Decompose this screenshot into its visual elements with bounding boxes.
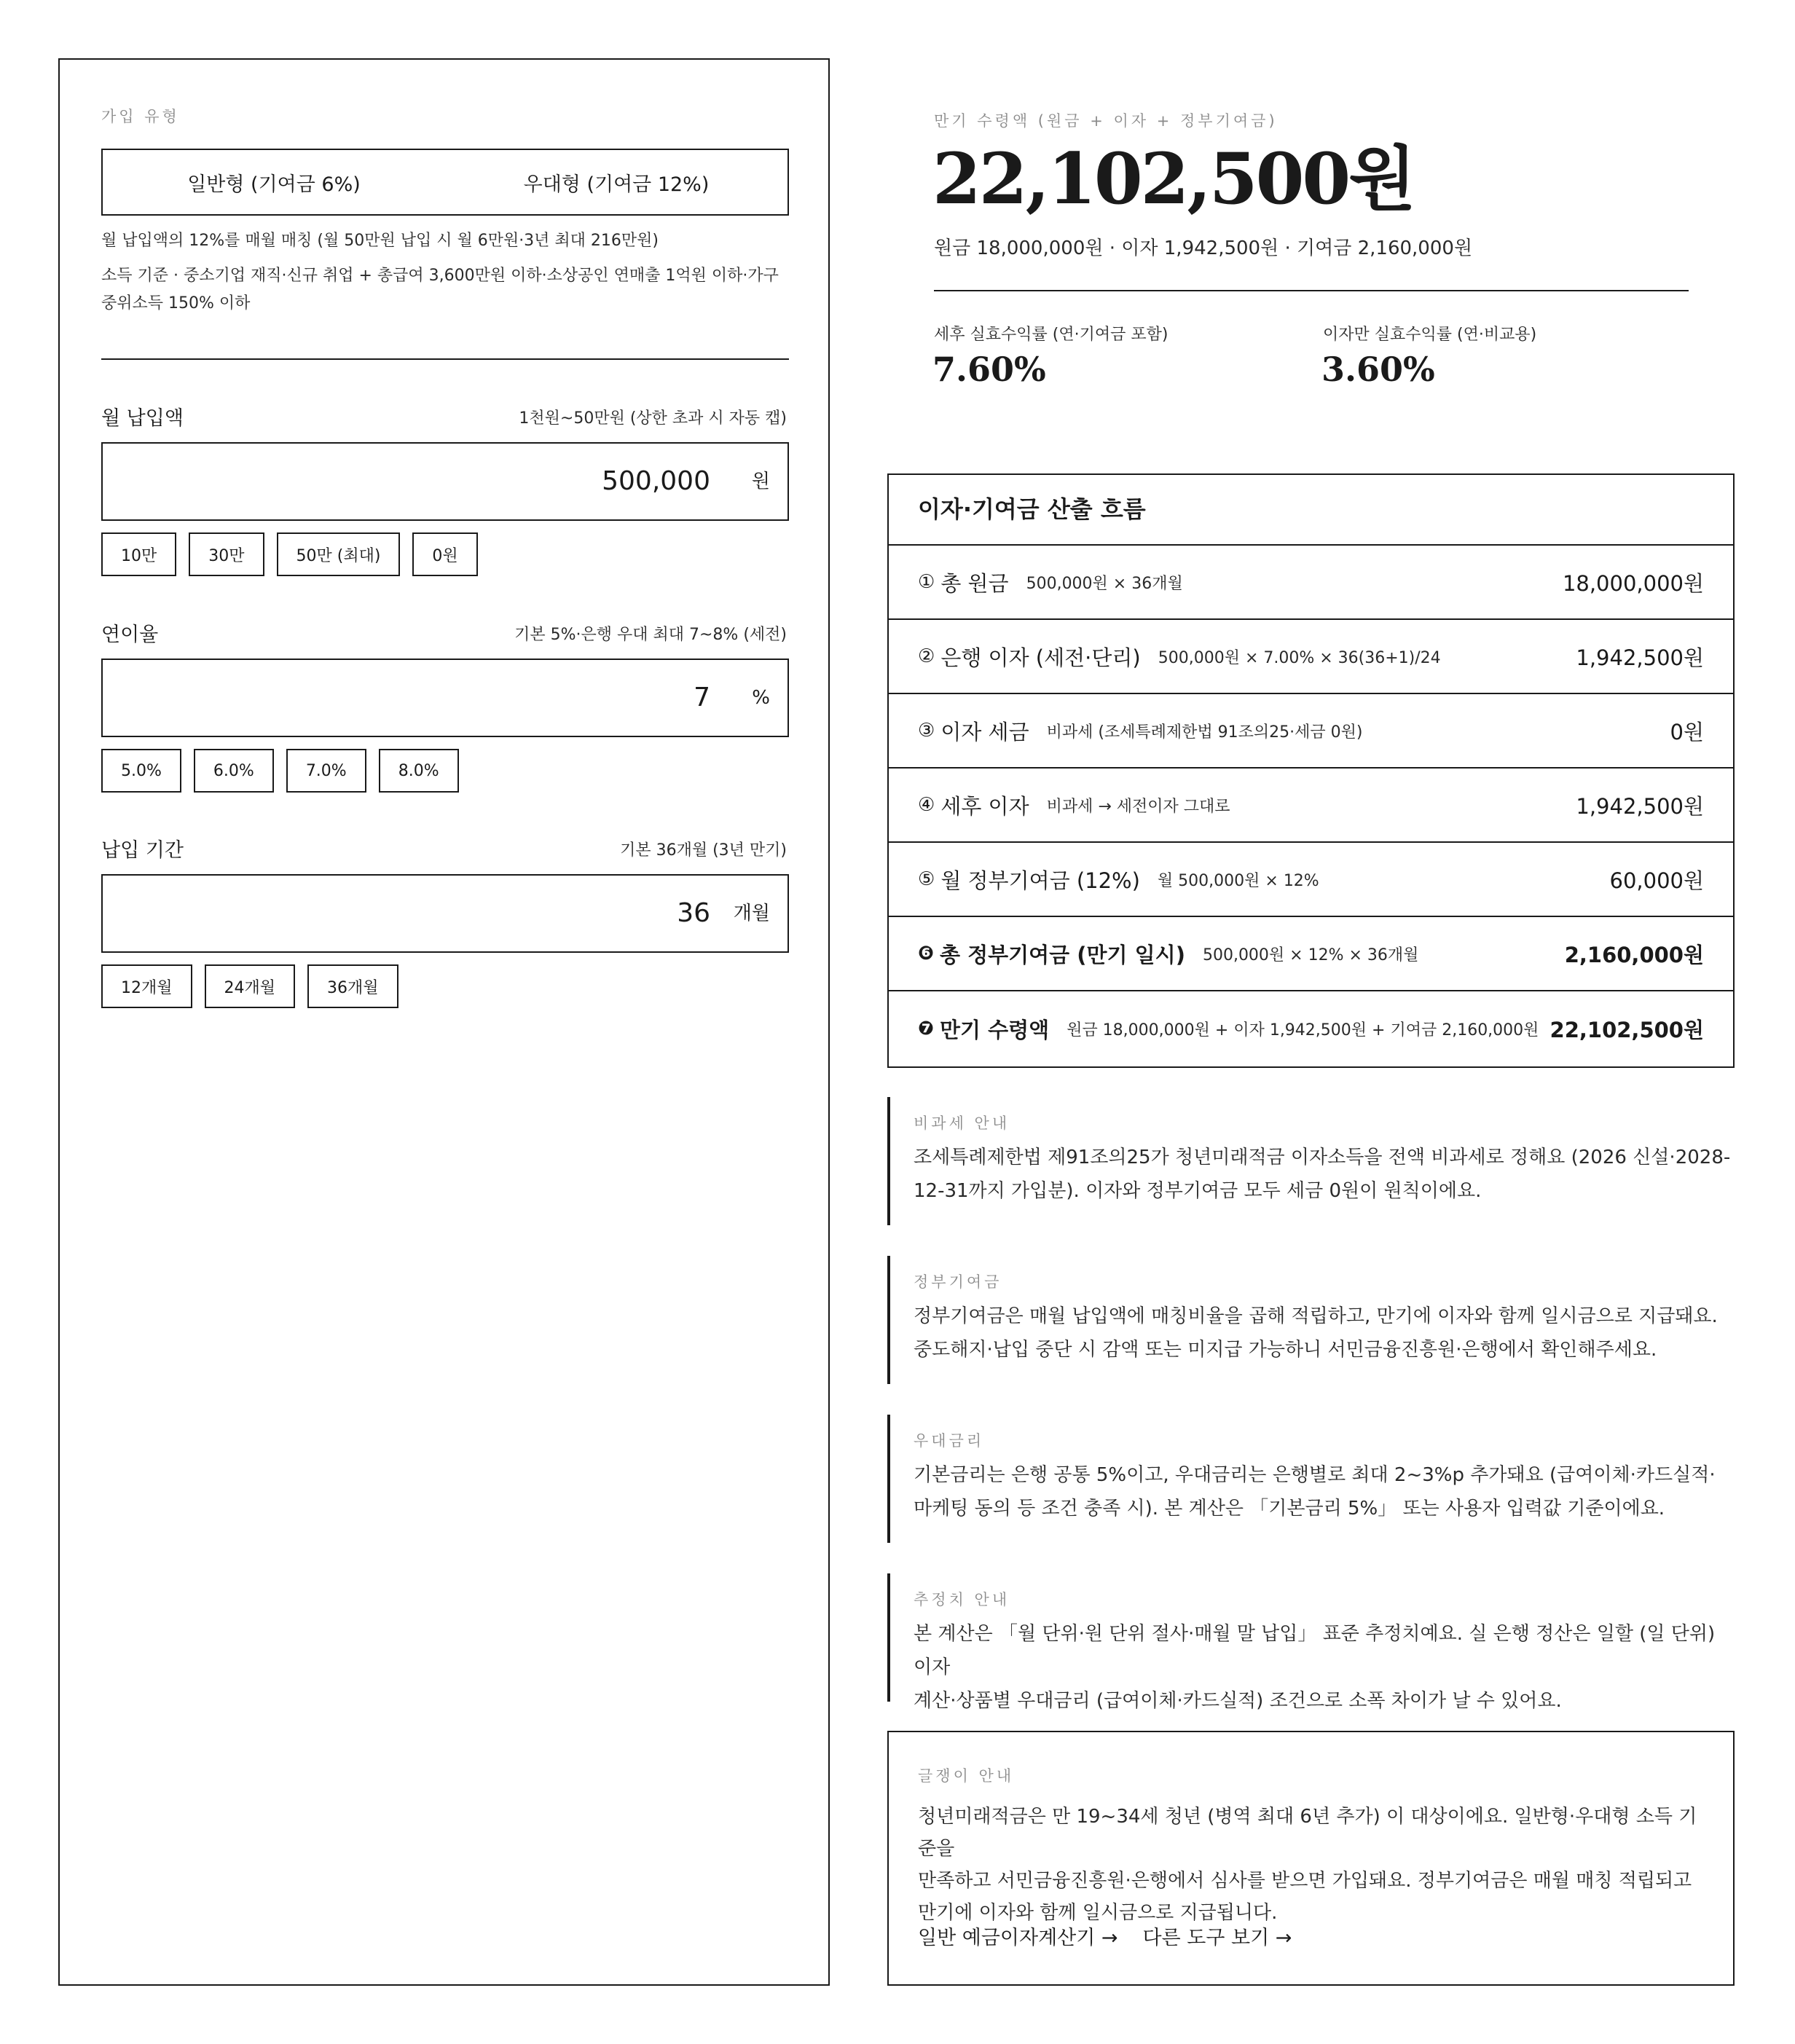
step-number: ❻ (918, 943, 935, 964)
period-12-button[interactable]: 12개월 (101, 964, 192, 1008)
deposit-interest-calculator-link[interactable]: 일반 예금이자계산기 → (918, 1927, 1118, 1949)
annual-rate-value: 7 (694, 683, 710, 712)
step-value: 0원 (1670, 719, 1704, 744)
note-line: 조세특례제한법 제91조의25가 청년미래적금 이자소득을 전액 비과세로 정해요 (2026 신설·2028- (914, 1147, 1731, 1168)
step-number: ④ (918, 794, 935, 816)
step-label: 이자 세금 (940, 719, 1029, 744)
maturity-breakdown: 원금 18,000,000원 · 이자 1,942,500원 · 기여금 2,160,000원 (934, 237, 1473, 259)
after-tax-yield-value: 7.60% (932, 350, 1046, 389)
flow-row-total-principal (889, 546, 1733, 620)
note-caption: 비과세 안내 (914, 1115, 1010, 1132)
rate-8-button[interactable]: 8.0% (379, 749, 459, 793)
preset-300k-button[interactable]: 30만 (189, 532, 264, 576)
step-label: 월 정부기여금 (12%) (940, 868, 1140, 893)
annual-rate-hint: 기본 5%·은행 우대 최대 7~8% (세전) (514, 626, 787, 644)
flow-row-after-tax-interest (889, 769, 1733, 843)
annual-rate-input[interactable] (101, 659, 789, 737)
signup-type-description: 월 납입액의 12%를 매월 매칭 (월 50만원 납입 시 월 6만원·3년 최대 216만원) (101, 232, 659, 250)
guide-line: 만기에 이자와 함께 일시금으로 지급됩니다. (918, 1902, 1278, 1924)
note-line: 중도해지·납입 중단 시 감액 또는 미지급 가능하니 서민금융진흥원·은행에서 확인해주세요. (914, 1339, 1657, 1361)
estimate-note (887, 1573, 1735, 1712)
step-formula: 500,000원 × 12% × 36개월 (1202, 946, 1419, 964)
step-number: ② (918, 645, 935, 667)
flow-row-monthly-contribution (889, 843, 1733, 917)
step-number: ⑤ (918, 868, 935, 890)
flow-row-total-contribution (889, 917, 1733, 991)
calculation-flow-table (887, 473, 1735, 1068)
income-criteria-description: 소득 기준 · 중소기업 재직·신규 취업 + 총급여 3,600만원 이하·소상공인 연매출 1억원 이하·가구 중위소득 150% 이하 (101, 267, 779, 313)
general-type-option[interactable]: 일반형 (기여금 6%) (187, 173, 361, 196)
step-label: 만기 수령액 (940, 1017, 1050, 1042)
step-label: 총 정부기여금 (만기 일시) (940, 942, 1185, 967)
step-label: 은행 이자 (세전·단리) (940, 645, 1141, 670)
government-contribution-note (887, 1256, 1735, 1384)
step-formula: 원금 18,000,000원 + 이자 1,942,500원 + 기여금 2,160,000원 (1067, 1021, 1539, 1039)
summary-divider (934, 290, 1689, 291)
monthly-payment-unit: 원 (751, 471, 770, 492)
step-number: ① (918, 571, 935, 593)
signup-type-caption: 가입 유형 (101, 108, 180, 125)
other-tools-link[interactable]: 다른 도구 보기 → (1142, 1927, 1292, 1949)
interest-only-yield-label: 이자만 실효수익률 (연·비교용) (1323, 326, 1537, 344)
payment-period-label: 납입 기간 (101, 839, 184, 862)
payment-period-value: 36 (677, 898, 710, 928)
maturity-amount-caption: 만기 수령액 (원금 + 이자 + 정부기여금) (934, 112, 1278, 130)
preferred-type-option[interactable]: 우대형 (기여금 12%) (523, 173, 710, 196)
guide-line: 만족하고 서민금융진흥원·은행에서 심사를 받으면 가입돼요. 정부기여금은 매월 매칭 적립되고 (918, 1870, 1692, 1892)
rate-5-button[interactable]: 5.0% (101, 749, 181, 793)
step-number: ③ (918, 720, 935, 742)
note-line: 기본금리는 은행 공통 5%이고, 우대금리는 은행별로 최대 2~3%p 추가돼요 (급여이체·카드실적· (914, 1464, 1716, 1486)
monthly-payment-hint: 1천원~50만원 (상한 초과 시 자동 캡) (519, 409, 787, 428)
guide-line: 청년미래적금은 만 19~34세 청년 (병역 최대 6년 추가) 이 대상이에요. 일반형·우대형 소득 기준을 (918, 1806, 1697, 1860)
note-line: 12-31까지 가입분). 이자와 정부기여금 모두 세금 0원이 원칙이에요. (914, 1180, 1482, 1202)
monthly-payment-presets (101, 532, 478, 576)
annual-rate-label: 연이율 (101, 624, 159, 646)
monthly-payment-label: 월 납입액 (101, 407, 184, 430)
step-value: 2,160,000원 (1564, 942, 1704, 967)
step-value: 1,942,500원 (1576, 793, 1704, 819)
note-line: 계산·상품별 우대금리 (급여이체·카드실적) 조건으로 소폭 차이가 날 수 있어요. (914, 1690, 1562, 1712)
annual-rate-unit: % (752, 687, 770, 709)
step-formula: 500,000원 × 36개월 (1026, 574, 1183, 593)
step-value: 1,942,500원 (1576, 645, 1704, 670)
step-formula: 비과세 → 세전이자 그대로 (1046, 797, 1230, 816)
step-value: 18,000,000원 (1562, 570, 1704, 596)
payment-period-presets (101, 964, 398, 1008)
period-36-button[interactable]: 36개월 (307, 964, 398, 1008)
payment-period-input[interactable] (101, 874, 789, 953)
flow-title: 이자·기여금 산출 흐름 (889, 475, 1733, 546)
rate-7-button[interactable]: 7.0% (286, 749, 366, 793)
step-number: ❼ (918, 1018, 935, 1039)
step-label: 세후 이자 (940, 793, 1029, 819)
calculator-input-panel (58, 58, 830, 1986)
note-caption: 우대금리 (914, 1432, 985, 1450)
step-value: 60,000원 (1609, 868, 1704, 893)
tax-exemption-note (887, 1097, 1735, 1225)
writer-guide-box (887, 1731, 1735, 1986)
note-line: 정부기여금은 매월 납입액에 매칭비율을 곱해 적립하고, 만기에 이자와 함께 일시금으로 지급돼요. (914, 1305, 1718, 1327)
monthly-payment-value: 500,000 (602, 466, 710, 496)
maturity-amount: 22,102,500원 (932, 138, 1414, 220)
note-line: 본 계산은 「월 단위·원 단위 절사·매월 말 납입」 표준 추정치예요. 실 은행 정산은 일할 (일 단위) 이자 (914, 1623, 1716, 1678)
signup-type-toggle (101, 149, 789, 216)
flow-row-bank-interest (889, 620, 1733, 694)
note-line: 마케팅 동의 등 조건 충족 시). 본 계산은 「기본금리 5%」 또는 사용자 입력값 기준이에요. (914, 1498, 1665, 1520)
preset-zero-button[interactable]: 0원 (412, 532, 477, 576)
step-formula: 500,000원 × 7.00% × 36(36+1)/24 (1158, 648, 1441, 667)
interest-only-yield-value: 3.60% (1321, 350, 1435, 389)
step-formula: 월 500,000원 × 12% (1157, 871, 1319, 890)
step-formula: 비과세 (조세특례제한법 91조의25·세금 0원) (1046, 723, 1363, 742)
guide-links (918, 1922, 1292, 1950)
section-divider (101, 358, 789, 360)
step-value: 22,102,500원 (1549, 1017, 1704, 1042)
payment-period-unit: 개월 (733, 903, 770, 924)
flow-row-interest-tax (889, 694, 1733, 769)
guide-caption: 글쟁이 안내 (918, 1767, 1015, 1785)
annual-rate-presets (101, 749, 459, 793)
step-label: 총 원금 (940, 570, 1009, 596)
monthly-payment-input[interactable] (101, 442, 789, 521)
payment-period-hint: 기본 36개월 (3년 만기) (620, 841, 787, 860)
note-caption: 추정치 안내 (914, 1591, 1010, 1608)
preferential-rate-note (887, 1415, 1735, 1543)
preset-100k-button[interactable]: 10만 (101, 532, 176, 576)
preset-500k-max-button[interactable]: 50만 (최대) (277, 532, 401, 576)
note-caption: 정부기여금 (914, 1273, 1002, 1291)
flow-row-maturity-amount (889, 991, 1733, 1066)
period-24-button[interactable]: 24개월 (205, 964, 296, 1008)
after-tax-yield-label: 세후 실효수익률 (연·기여금 포함) (934, 326, 1168, 344)
rate-6-button[interactable]: 6.0% (194, 749, 274, 793)
